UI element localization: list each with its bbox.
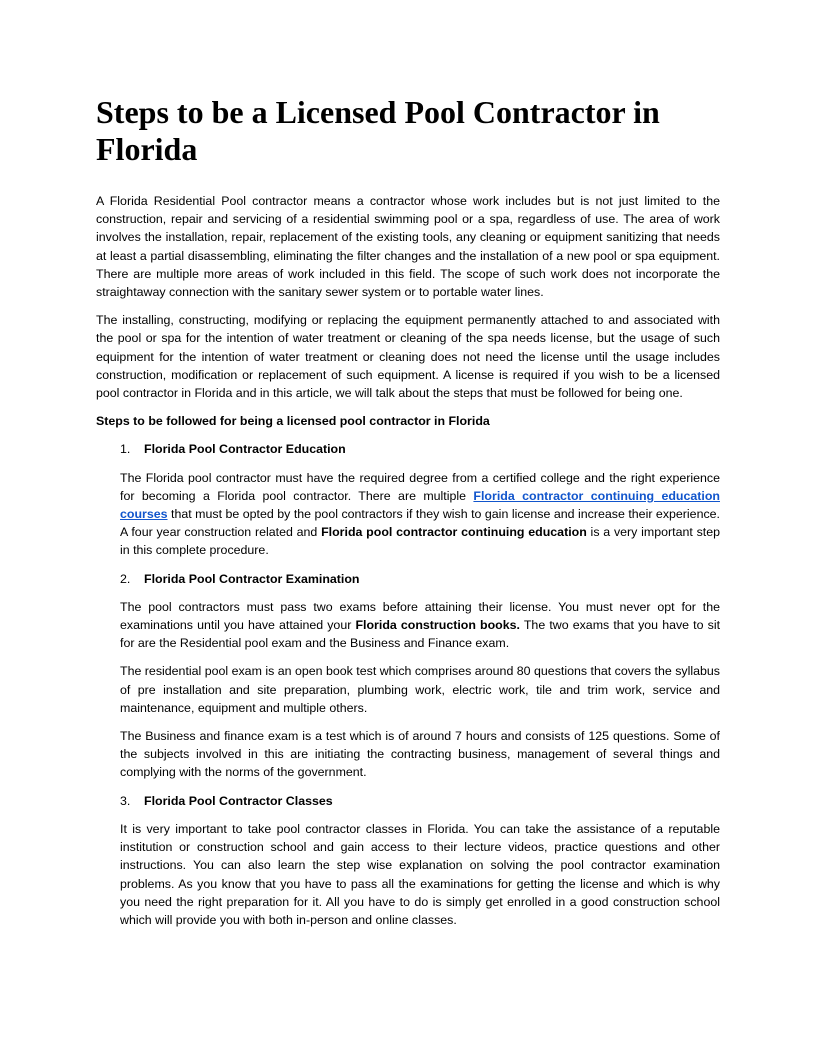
section-1-text-a: The Florida pool contractor must have the required degree from a certified college and the right experience for becoming a Florida pool contractor. There are multiple — [120, 470, 720, 503]
document-page — [96, 94, 720, 939]
section-1-heading — [120, 440, 720, 458]
intro-paragraph-2: The installing, constructing, modifying or replacing the equipment permanently attached to and associated with the pool or spa for the intention of water treatment or cleaning of the spa needs license, but the usage of such equipment for the intention of water treatment or cleaning does not need the license until the usage includes construction, modification or replacement of such equipment. A license is required if you wish to be a licensed pool contractor in Florida and in this article, we will talk about the steps that must be followed for being one. — [96, 313, 720, 401]
section-1-paragraph — [120, 469, 720, 560]
section-3-title: Florida Pool Contractor Classes — [144, 793, 333, 808]
section-1-number: 1. — [120, 442, 131, 457]
section-2-paragraph-1 — [120, 598, 720, 653]
section-3-number: 3. — [120, 793, 131, 808]
section-2-bold: Florida construction books. — [355, 618, 520, 633]
section-1-bold: Florida pool contractor continuing education — [321, 525, 587, 540]
section-2-heading — [120, 570, 720, 588]
section-3-paragraph-1: It is very important to take pool contractor classes in Florida. You can take the assistance of a reputable institution or construction school and gain access to their lecture videos, practice questions and other instructions. You can also learn the step wise explanation on solving the pool contractor examination problems. As you know that you have to pass all the examinations for getting the license and which is why you need the right preparation for it. All you have to do is simply get enrolled in a good construction school which will provide you with both in-person and online classes. — [120, 821, 720, 927]
section-2-text-a: The pool contractors must pass two exams before attaining their license. You must never opt for the examinations until you have attained your — [120, 599, 720, 633]
section-2-paragraph-2: The residential pool exam is an open book test which comprises around 80 questions that covers the syllabus of pre installation and site preparation, plumbing work, electric work, tile and trim work, service and maintenance, equipment and multiple others. — [120, 664, 720, 715]
continuing-education-link[interactable]: Florida contractor continuing education courses — [120, 488, 720, 522]
section-1-text-c: is a very important step in this complete procedure. — [120, 525, 720, 558]
section-2-title: Florida Pool Contractor Examination — [144, 571, 360, 586]
section-3-heading — [120, 792, 720, 810]
section-2-paragraph-3: The Business and finance exam is a test which is of around 7 hours and consists of 125 questions. Some of the subjects involved in this are initiating the contracting business, management of several things and complying with the norms of the government. — [120, 729, 720, 780]
steps-heading: Steps to be followed for being a licensed pool contractor in Florida — [96, 414, 490, 429]
section-2-number: 2. — [120, 571, 131, 586]
section-2-text-b: The two exams that you have to sit for are the Residential pool exam and the Business and Finance exam. — [120, 618, 721, 651]
intro-paragraph-1: A Florida Residential Pool contractor means a contractor whose work includes but is not just limited to the construction, repair and servicing of a residential swimming pool or a spa, regardless of use. The area of work involves the installation, repair, replacement of the existing tools, any cleaning or equipment sanitizing that needs at least a partial disassembling, eliminating the filter changes and the installation of a new pool or spa equipment. There are multiple more areas of work included in this field. The scope of such work does not incorporate the straightaway connection with the sanitary sewer system or to portable water lines. — [96, 194, 720, 300]
section-1-text-b: that must be opted by the pool contractors if they wish to gain license and increase their experience. A four year construction related and — [120, 507, 720, 540]
page-title: Steps to be a Licensed Pool Contractor in Florida — [96, 94, 660, 167]
section-1-title: Florida Pool Contractor Education — [144, 442, 346, 457]
